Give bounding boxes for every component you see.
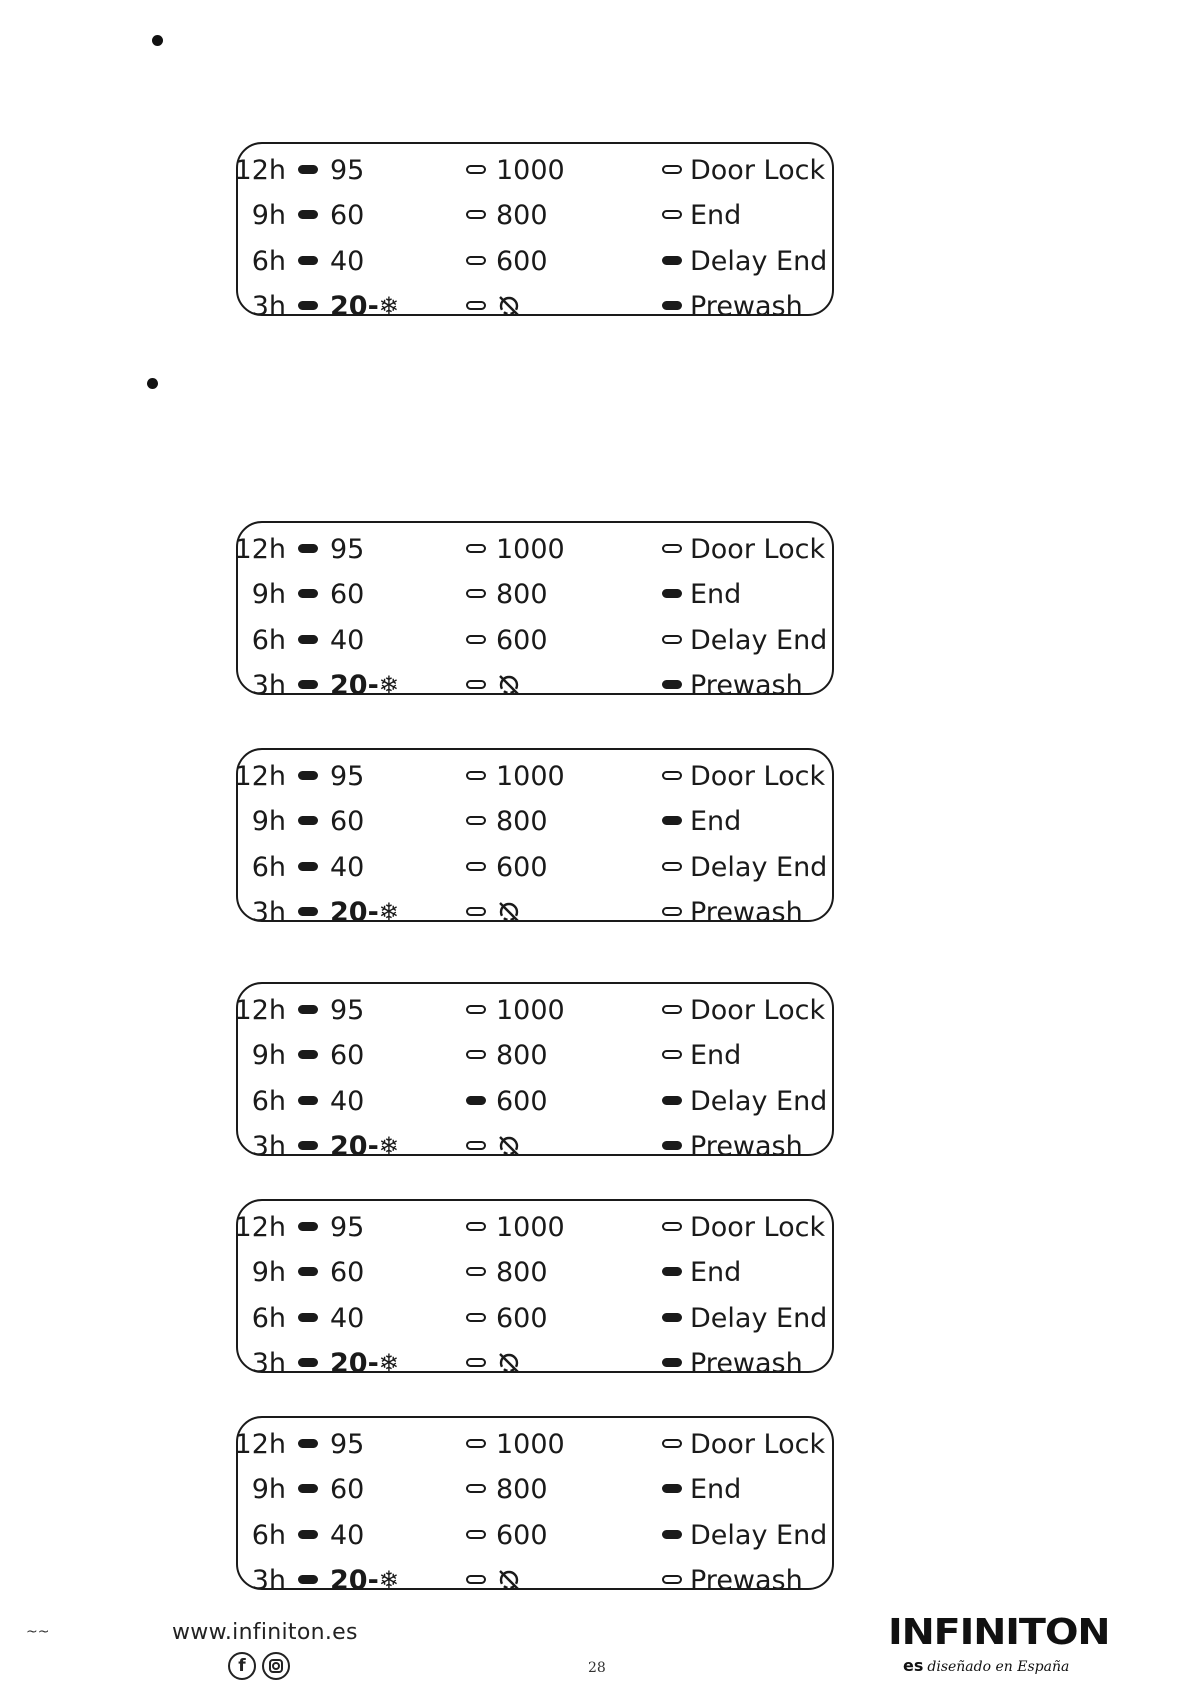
status-indicator bbox=[662, 165, 682, 174]
temp-indicator bbox=[298, 635, 318, 644]
temp-label bbox=[330, 988, 364, 1032]
spin-indicator bbox=[466, 1439, 486, 1448]
spin-indicator bbox=[466, 680, 486, 689]
time-label: 9h bbox=[251, 199, 286, 231]
panel-row bbox=[238, 193, 832, 237]
status-label: Prewash bbox=[690, 896, 803, 928]
panel-row bbox=[238, 1341, 832, 1385]
status-indicator bbox=[662, 1267, 682, 1276]
spin-indicator bbox=[466, 816, 486, 825]
status-indicator bbox=[662, 1439, 682, 1448]
status-label: Delay End bbox=[690, 624, 828, 656]
bullet-2 bbox=[147, 378, 158, 389]
spin-indicator bbox=[466, 301, 486, 310]
status-label: Delay End bbox=[690, 245, 828, 277]
temp-indicator bbox=[298, 589, 318, 598]
status-indicator bbox=[662, 862, 682, 871]
temp-label bbox=[330, 239, 364, 283]
no-spin-icon bbox=[496, 1341, 522, 1385]
time-label: 3h bbox=[251, 290, 286, 322]
facebook-icon[interactable]: f bbox=[228, 1652, 256, 1680]
temp-indicator bbox=[298, 1005, 318, 1014]
temp-value: 60 bbox=[330, 199, 365, 231]
temp-label bbox=[330, 1124, 399, 1168]
snowflake-icon: ❄ bbox=[378, 292, 399, 320]
temp-indicator bbox=[298, 1575, 318, 1584]
temp-label bbox=[330, 1341, 399, 1385]
panel-row bbox=[238, 799, 832, 843]
spin-indicator bbox=[466, 589, 486, 598]
temp-indicator bbox=[298, 1484, 318, 1493]
spin-label: 600 bbox=[496, 851, 548, 883]
time-label: 6h bbox=[251, 1519, 286, 1551]
temp-label bbox=[330, 1422, 364, 1466]
panel-row bbox=[238, 1296, 832, 1340]
status-label: Prewash bbox=[690, 669, 803, 701]
status-label: End bbox=[690, 578, 742, 610]
no-spin-icon bbox=[496, 284, 522, 328]
status-indicator bbox=[662, 1096, 682, 1105]
status-label: Delay End bbox=[690, 1085, 828, 1117]
temp-indicator bbox=[298, 1530, 318, 1539]
temp-value: 20- bbox=[330, 290, 379, 322]
panel-row bbox=[234, 1205, 832, 1249]
temp-value: 95 bbox=[330, 994, 365, 1026]
temp-indicator bbox=[298, 1222, 318, 1231]
temp-label bbox=[330, 1079, 364, 1123]
spin-label: 600 bbox=[496, 1519, 548, 1551]
time-label: 3h bbox=[251, 896, 286, 928]
temp-label bbox=[330, 1205, 364, 1249]
temp-indicator bbox=[298, 165, 318, 174]
temp-label bbox=[330, 618, 364, 662]
temp-label bbox=[330, 890, 399, 934]
temp-indicator bbox=[298, 771, 318, 780]
no-spin-icon bbox=[496, 890, 522, 934]
panel-row bbox=[238, 1033, 832, 1077]
temp-indicator bbox=[298, 256, 318, 265]
spin-label: 1000 bbox=[496, 994, 565, 1026]
panel-row bbox=[238, 663, 832, 707]
spin-indicator bbox=[466, 1005, 486, 1014]
status-indicator bbox=[662, 1313, 682, 1322]
spin-indicator bbox=[466, 1575, 486, 1584]
spin-label: 800 bbox=[496, 199, 548, 231]
spin-indicator bbox=[466, 1222, 486, 1231]
snowflake-icon: ❄ bbox=[378, 898, 399, 926]
spin-indicator bbox=[466, 1267, 486, 1276]
temp-indicator bbox=[298, 1439, 318, 1448]
temp-value: 40 bbox=[330, 1085, 365, 1117]
time-label: 6h bbox=[251, 851, 286, 883]
temp-value: 40 bbox=[330, 851, 365, 883]
temp-indicator bbox=[298, 907, 318, 916]
panel-row bbox=[238, 1513, 832, 1557]
status-indicator bbox=[662, 210, 682, 219]
spin-label: 1000 bbox=[496, 760, 565, 792]
status-label: End bbox=[690, 1039, 742, 1071]
spin-label: 1000 bbox=[496, 154, 565, 186]
no-spin-icon bbox=[496, 663, 522, 707]
display-panel-3 bbox=[234, 748, 834, 928]
spin-indicator bbox=[466, 1313, 486, 1322]
spin-label: 600 bbox=[496, 1085, 548, 1117]
time-label: 6h bbox=[251, 1302, 286, 1334]
temp-value: 95 bbox=[330, 1428, 365, 1460]
time-label: 12h bbox=[234, 1428, 286, 1460]
status-indicator bbox=[662, 1575, 682, 1584]
time-label: 9h bbox=[251, 805, 286, 837]
temp-label bbox=[330, 572, 364, 616]
spin-label: 600 bbox=[496, 1302, 548, 1334]
page-number: 28 bbox=[588, 1660, 606, 1676]
status-indicator bbox=[662, 1050, 682, 1059]
temp-label bbox=[330, 1513, 364, 1557]
no-spin-icon bbox=[496, 1558, 522, 1602]
status-label: Door Lock bbox=[690, 1211, 826, 1243]
panel-row bbox=[238, 239, 832, 283]
temp-value: 40 bbox=[330, 624, 365, 656]
panel-row bbox=[238, 1467, 832, 1511]
snowflake-icon: ❄ bbox=[378, 1349, 399, 1377]
temp-indicator bbox=[298, 816, 318, 825]
time-label: 9h bbox=[251, 1256, 286, 1288]
status-label: Door Lock bbox=[690, 994, 826, 1026]
status-label: Delay End bbox=[690, 851, 828, 883]
spin-indicator bbox=[466, 544, 486, 553]
temp-label bbox=[330, 1467, 364, 1511]
spin-indicator bbox=[466, 635, 486, 644]
brand-logo: INFINITON bbox=[888, 1612, 1110, 1653]
temp-label bbox=[330, 754, 364, 798]
time-label: 9h bbox=[251, 1473, 286, 1505]
temp-indicator bbox=[298, 1358, 318, 1367]
status-label: Door Lock bbox=[690, 533, 826, 565]
panel-row bbox=[238, 1079, 832, 1123]
temp-label bbox=[330, 1250, 364, 1294]
status-label: End bbox=[690, 1256, 742, 1288]
display-panel-2 bbox=[234, 521, 834, 701]
status-indicator bbox=[662, 1222, 682, 1231]
temp-value: 60 bbox=[330, 1473, 365, 1505]
status-label: Door Lock bbox=[690, 1428, 826, 1460]
temp-value: 95 bbox=[330, 533, 365, 565]
status-label: Door Lock bbox=[690, 760, 826, 792]
spin-indicator bbox=[466, 771, 486, 780]
footer-url[interactable]: www.infiniton.es bbox=[172, 1620, 358, 1645]
temp-value: 40 bbox=[330, 1519, 365, 1551]
spin-label: 800 bbox=[496, 1256, 548, 1288]
snowflake-icon: ❄ bbox=[378, 1566, 399, 1594]
temp-label bbox=[330, 527, 364, 571]
time-label: 3h bbox=[251, 669, 286, 701]
spin-indicator bbox=[466, 1358, 486, 1367]
status-indicator bbox=[662, 816, 682, 825]
snowflake-icon: ❄ bbox=[378, 1132, 399, 1160]
spin-label: 1000 bbox=[496, 1211, 565, 1243]
status-label: Delay End bbox=[690, 1302, 828, 1334]
time-label: 9h bbox=[251, 578, 286, 610]
temp-indicator bbox=[298, 1267, 318, 1276]
temp-value: 95 bbox=[330, 760, 365, 792]
spin-indicator bbox=[466, 165, 486, 174]
status-label: End bbox=[690, 199, 742, 231]
temp-indicator bbox=[298, 1141, 318, 1150]
display-panel-4 bbox=[234, 982, 834, 1162]
time-label: 12h bbox=[234, 1211, 286, 1243]
temp-label bbox=[330, 845, 364, 889]
panel-row bbox=[238, 618, 832, 662]
time-label: 12h bbox=[234, 154, 286, 186]
temp-label bbox=[330, 148, 364, 192]
spin-label: 800 bbox=[496, 805, 548, 837]
temp-value: 60 bbox=[330, 578, 365, 610]
temp-indicator bbox=[298, 1050, 318, 1059]
panel-row bbox=[234, 1422, 832, 1466]
display-panel-6 bbox=[234, 1416, 834, 1596]
status-indicator bbox=[662, 680, 682, 689]
spin-indicator bbox=[466, 907, 486, 916]
status-label: End bbox=[690, 1473, 742, 1505]
status-indicator bbox=[662, 635, 682, 644]
spin-indicator bbox=[466, 1141, 486, 1150]
spin-indicator bbox=[466, 1050, 486, 1059]
left-page-marker: ~~ bbox=[26, 1624, 50, 1640]
spin-indicator bbox=[466, 256, 486, 265]
spin-label: 1000 bbox=[496, 1428, 565, 1460]
panel-row bbox=[238, 1250, 832, 1294]
temp-label bbox=[330, 284, 399, 328]
temp-value: 20- bbox=[330, 1347, 379, 1379]
time-label: 6h bbox=[251, 624, 286, 656]
temp-value: 20- bbox=[330, 1130, 379, 1162]
status-indicator bbox=[662, 1141, 682, 1150]
temp-label bbox=[330, 193, 364, 237]
temp-indicator bbox=[298, 862, 318, 871]
status-indicator bbox=[662, 771, 682, 780]
spin-indicator bbox=[466, 1096, 486, 1105]
panel-row bbox=[238, 890, 832, 934]
brand-tagline bbox=[903, 1656, 1069, 1675]
temp-label bbox=[330, 1296, 364, 1340]
status-label: Prewash bbox=[690, 1564, 803, 1596]
display-panel-1 bbox=[234, 142, 834, 322]
temp-value: 40 bbox=[330, 1302, 365, 1334]
temp-value: 40 bbox=[330, 245, 365, 277]
status-indicator bbox=[662, 1005, 682, 1014]
panel-row bbox=[234, 527, 832, 571]
status-indicator bbox=[662, 1484, 682, 1493]
status-label: Prewash bbox=[690, 1347, 803, 1379]
time-label: 12h bbox=[234, 760, 286, 792]
temp-label bbox=[330, 799, 364, 843]
temp-value: 20- bbox=[330, 1564, 379, 1596]
status-indicator bbox=[662, 301, 682, 310]
temp-value: 60 bbox=[330, 1256, 365, 1288]
spin-indicator bbox=[466, 1530, 486, 1539]
snowflake-icon: ❄ bbox=[378, 671, 399, 699]
status-label: Prewash bbox=[690, 1130, 803, 1162]
status-indicator bbox=[662, 256, 682, 265]
spin-indicator bbox=[466, 1484, 486, 1493]
time-label: 12h bbox=[234, 994, 286, 1026]
spin-label: 600 bbox=[496, 245, 548, 277]
temp-value: 95 bbox=[330, 1211, 365, 1243]
temp-indicator bbox=[298, 544, 318, 553]
panel-row bbox=[238, 845, 832, 889]
status-indicator bbox=[662, 1530, 682, 1539]
status-label: Door Lock bbox=[690, 154, 826, 186]
panel-row bbox=[234, 754, 832, 798]
panel-row bbox=[238, 284, 832, 328]
time-label: 6h bbox=[251, 245, 286, 277]
status-label: End bbox=[690, 805, 742, 837]
temp-value: 60 bbox=[330, 805, 365, 837]
time-label: 6h bbox=[251, 1085, 286, 1117]
panel-row bbox=[238, 1124, 832, 1168]
time-label: 12h bbox=[234, 533, 286, 565]
temp-indicator bbox=[298, 1096, 318, 1105]
time-label: 3h bbox=[251, 1347, 286, 1379]
temp-label bbox=[330, 1558, 399, 1602]
time-label: 3h bbox=[251, 1130, 286, 1162]
display-panel-5 bbox=[234, 1199, 834, 1379]
temp-value: 20- bbox=[330, 669, 379, 701]
temp-indicator bbox=[298, 1313, 318, 1322]
tagline-mark: es bbox=[903, 1656, 924, 1675]
status-indicator bbox=[662, 907, 682, 916]
temp-label bbox=[330, 663, 399, 707]
temp-value: 20- bbox=[330, 896, 379, 928]
status-indicator bbox=[662, 1358, 682, 1367]
panel-row bbox=[234, 988, 832, 1032]
temp-indicator bbox=[298, 680, 318, 689]
bullet-1 bbox=[152, 35, 163, 46]
panel-row bbox=[238, 1558, 832, 1602]
spin-label: 800 bbox=[496, 578, 548, 610]
spin-label: 600 bbox=[496, 624, 548, 656]
temp-value: 95 bbox=[330, 154, 365, 186]
status-label: Delay End bbox=[690, 1519, 828, 1551]
temp-indicator bbox=[298, 210, 318, 219]
tagline-text: diseñado en España bbox=[927, 1659, 1070, 1675]
time-label: 9h bbox=[251, 1039, 286, 1071]
time-label: 3h bbox=[251, 1564, 286, 1596]
status-indicator bbox=[662, 589, 682, 598]
panel-row bbox=[238, 572, 832, 616]
spin-label: 800 bbox=[496, 1039, 548, 1071]
temp-value: 60 bbox=[330, 1039, 365, 1071]
spin-indicator bbox=[466, 862, 486, 871]
spin-label: 800 bbox=[496, 1473, 548, 1505]
spin-indicator bbox=[466, 210, 486, 219]
temp-indicator bbox=[298, 301, 318, 310]
panel-row bbox=[234, 148, 832, 192]
temp-label bbox=[330, 1033, 364, 1077]
status-indicator bbox=[662, 544, 682, 553]
status-label: Prewash bbox=[690, 290, 803, 322]
spin-label: 1000 bbox=[496, 533, 565, 565]
instagram-icon[interactable] bbox=[262, 1652, 290, 1680]
no-spin-icon bbox=[496, 1124, 522, 1168]
